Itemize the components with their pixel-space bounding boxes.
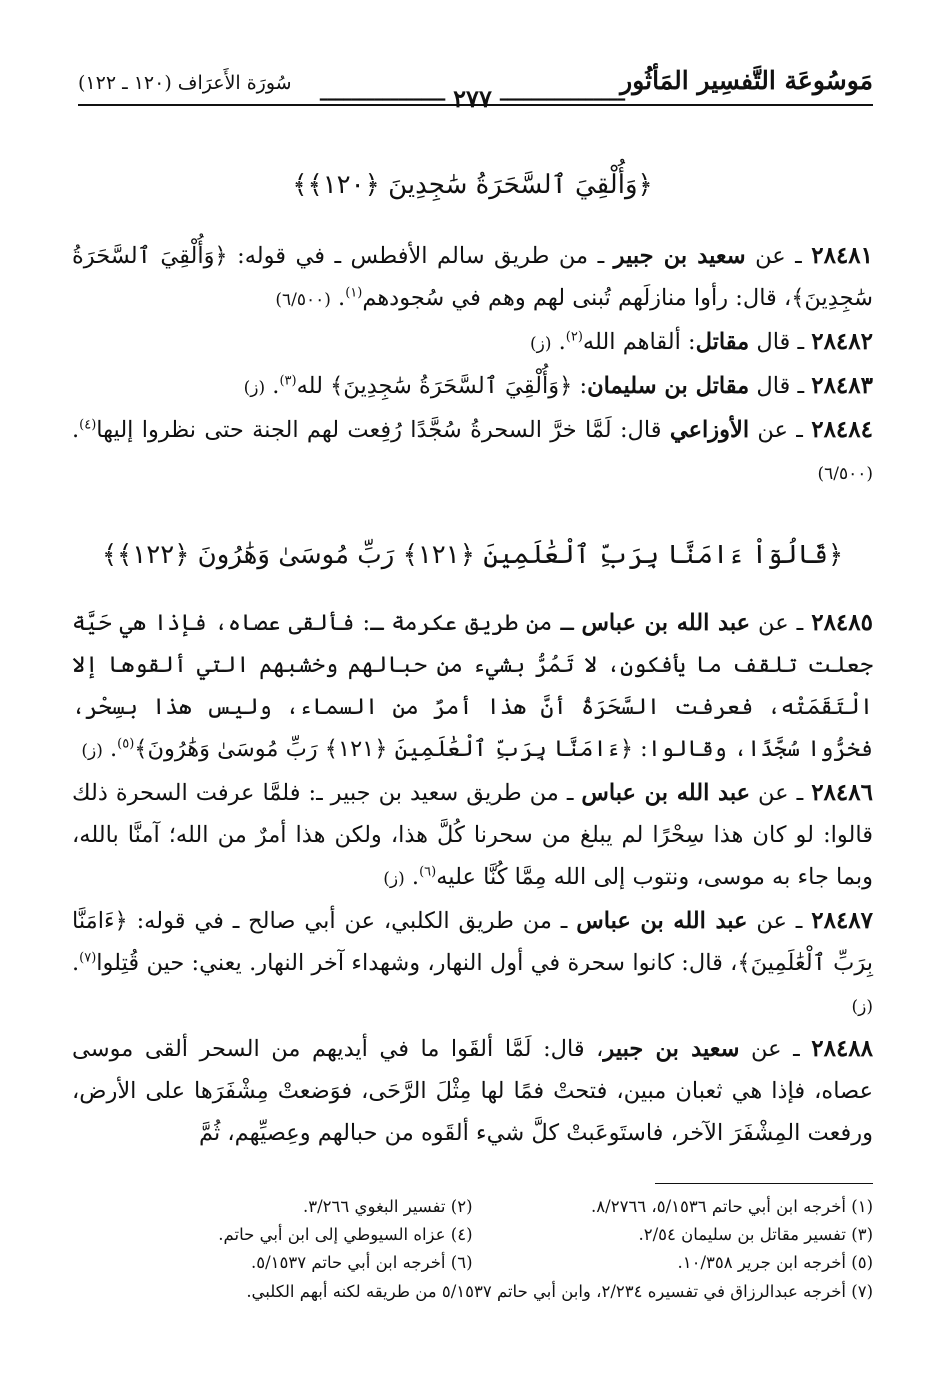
- commentary-section-2: [72, 602, 873, 1154]
- source-ref: (ز): [529, 334, 552, 354]
- ornament-right: ━━━━━━━━━━━━━━━━: [319, 93, 446, 108]
- entry-number: ٢٨٤٨٦: [811, 779, 873, 806]
- entry-after: .: [404, 864, 420, 890]
- footnote-marker: (٤): [79, 417, 97, 433]
- entry-prefix: ـ عن: [750, 780, 812, 806]
- entry-text: ـ من طريق الكلبي، عن أبي صالح ـ في قوله: ﴿ءَامَنَّا بِرَبِّ ٱلْعَٰلَمِينَ﴾، قال: كانوا سحرة في أول النهار، وشهداء آخر النهار. يعني: حين قُتِلوا: [72, 908, 873, 976]
- source-ref: (ز): [81, 741, 103, 761]
- entry-number: ٢٨٤٨٧: [811, 907, 874, 934]
- narrator: مقاتل بن سليمان: [587, 373, 750, 399]
- footnotes: [72, 1193, 873, 1307]
- entry-prefix: ـ عن: [745, 243, 812, 269]
- entry-number: ٢٨٤٨٣: [811, 372, 873, 399]
- entry-after: .: [72, 417, 80, 443]
- entry-text: ـ من طريق سعيد بن جبير ـ: فلمَّا عرفت السحرة ذلك قالوا: لو كان هذا سِحْرًا لم يبلغ من سحرنا كُلَّ هذا، ولكن هذا أمرٌ من الله؛ آمنَّا بالله، وبما جاء به موسى، ونتوب إلى الله مِمَّا كُنَّا عليه: [72, 780, 873, 890]
- source-ref: (٦/٥٠٠): [817, 464, 873, 484]
- entry-number: ٢٨٤٨٨: [811, 1035, 874, 1062]
- entry-prefix: ـ قال: [749, 329, 812, 355]
- narrator: عبد الله بن عباس: [581, 780, 751, 806]
- footnote-rule: [655, 1183, 873, 1184]
- surah-range: سُورَة الأَعرَاف (١٢٠ ـ ١٢٢): [78, 72, 292, 94]
- entry: [72, 409, 873, 495]
- narrator: عبد الله بن عباس: [576, 908, 748, 934]
- entry-number: ٢٨٤٨٤: [811, 416, 873, 443]
- entry: [72, 900, 873, 1028]
- book-title: مَوسُوعَة التَّفسِير المَأثُور: [620, 66, 873, 95]
- entry-text: ، قال: لَمَّا ألقَوا ما في أيديهم من السحر ألقى موسى عصاه، فإذا هي ثعبان مبين، فتحتْ فمًا لها مِثْلَ الرَّحَى، فوَضعتْ مِشْفَرَها على الأرض، ورفعت المِشْفَرَ الآخر، فاستَوعَبتْ كلَّ شيء ألقَوه من حبالهم وعِصيِّهم، ثُمَّ: [72, 1036, 873, 1146]
- footnote-7: (٧) أخرجه عبدالرزاق في تفسيره ٢/٢٣٤، وابن أبي حاتم ٥/١٥٣٧ من طريقه لكنه أبهم الكلبي.: [246, 1282, 873, 1301]
- entry-prefix: ـ قال: [749, 373, 812, 399]
- entry: [72, 602, 873, 772]
- entry-number: ٢٨٤٨٥: [811, 609, 873, 636]
- footnote-marker: (٥): [117, 736, 135, 752]
- narrator: سعيد بن جبير: [613, 243, 746, 269]
- entry: [72, 365, 873, 409]
- page-number: ٢٧٧: [453, 84, 492, 113]
- footnote-row: [72, 1193, 873, 1221]
- entry-after: .: [72, 950, 80, 976]
- quran-verse-121-122: ﴿قَالُوٓاْ ءَامَنَّا بِرَبِّ ٱلْعَٰلَمِينَ ﴿١٢١﴾ رَبِّ مُوسَىٰ وَهَٰرُونَ ﴿١٢٢﴾﴾: [101, 540, 844, 570]
- footnote-row: [72, 1249, 873, 1277]
- footnote-4: (٤) عزاه السيوطي إلى ابن أبي حاتم.: [218, 1225, 473, 1244]
- footnote-row: [72, 1221, 873, 1249]
- footnote-marker: (٣): [279, 373, 297, 389]
- footnote-6: (٦) أخرجه ابن أبي حاتم ٥/١٥٣٧.: [251, 1253, 473, 1272]
- entry: [72, 1028, 873, 1154]
- entry-after: .: [102, 736, 118, 762]
- entry-text: ـ من طريق سالم الأفطس ـ في قوله: ﴿وَأُلْقِيَ ٱلسَّحَرَةُ سَٰجِدِينَ﴾، قال: رأوا منازلَهم تُبنى لهم وهم في سُجودهم: [72, 243, 873, 311]
- entry-text: قال: لَمَّا خرَّ السحرةُ سُجَّدًا رُفِعت لهم الجنة حتى نظروا إليها: [96, 417, 670, 443]
- entry-after: .: [265, 373, 280, 399]
- source-ref: (٦/٥٠٠): [275, 290, 331, 310]
- entry-text: : ﴿وَأُلْقِيَ ٱلسَّحَرَةُ سَٰجِدِينَ﴾ لله: [296, 373, 588, 399]
- page-number-line: [0, 84, 945, 113]
- source-ref: (ز): [243, 378, 266, 398]
- entry-number: ٢٨٤٨١: [811, 242, 874, 269]
- quran-verse-120: ﴿وَأُلْقِيَ ٱلسَّحَرَةُ سَٰجِدِينَ ﴿١٢٠﴾﴾: [292, 170, 653, 200]
- entry-prefix: ـ عن: [750, 610, 812, 636]
- narrator: الأوزاعي: [669, 417, 750, 443]
- footnote-marker: (٦): [419, 864, 437, 880]
- entry-number: ٢٨٤٨٢: [811, 328, 873, 355]
- footnote-3: (٣) تفسير مقاتل بن سليمان ٢/٥٤.: [638, 1225, 873, 1244]
- entry-prefix: ـ عن: [749, 417, 812, 443]
- entry-prefix: ـ عن: [747, 908, 812, 934]
- entry: [72, 235, 873, 321]
- footnote-marker: (٧): [79, 950, 97, 966]
- entry-prefix: ـ عن: [739, 1036, 812, 1062]
- footnote-5: (٥) أخرجه ابن جرير ١٠/٣٥٨.: [677, 1253, 873, 1272]
- entry: [72, 772, 873, 900]
- footnote-marker: (١): [345, 285, 363, 301]
- entry-text: ـ من طريق عكرمة ـ: فألقى عصاه، فإذا هي حَيَّة جعلت تلقف ما يأفكون، لا تَمُرُّ بشيء من حبالهم وخشبهم التي ألقوها إلا الْتَقَمَتْه، فعرفت السَّحَرَةُ أنَّ هذا أمرٌ من السماء، وليس هذا بسِحْر، فخرُّوا سُجَّدًا، وقالوا: ﴿ءَامَنَّا بِرَبِّ ٱلْعَٰلَمِينَ ﴿١٢١﴾ رَبِّ مُوسَىٰ وَهَٰرُونَ﴾: [72, 610, 873, 762]
- footnote-marker: (٢): [565, 329, 583, 345]
- footnote-1: (١) أخرجه ابن أبي حاتم ٥/١٥٣٦، ٨/٢٧٦٦.: [591, 1197, 873, 1216]
- narrator: مقاتل: [695, 329, 750, 355]
- commentary-section-1: [72, 235, 873, 495]
- source-ref: (ز): [383, 869, 405, 889]
- narrator: عبد الله بن عباس: [581, 610, 751, 636]
- footnote-2: (٢) تفسير البغوي ٣/٢٦٦.: [303, 1197, 473, 1216]
- ornament-left: ━━━━━━━━━━━━━━━━: [499, 93, 626, 108]
- narrator: سعيد بن جبير: [603, 1036, 740, 1062]
- entry-after: .: [551, 329, 566, 355]
- entry-text: : ألقاهم الله: [582, 329, 696, 355]
- entry: [72, 321, 873, 365]
- source-ref: (ز): [851, 997, 873, 1017]
- entry-after: .: [330, 285, 346, 311]
